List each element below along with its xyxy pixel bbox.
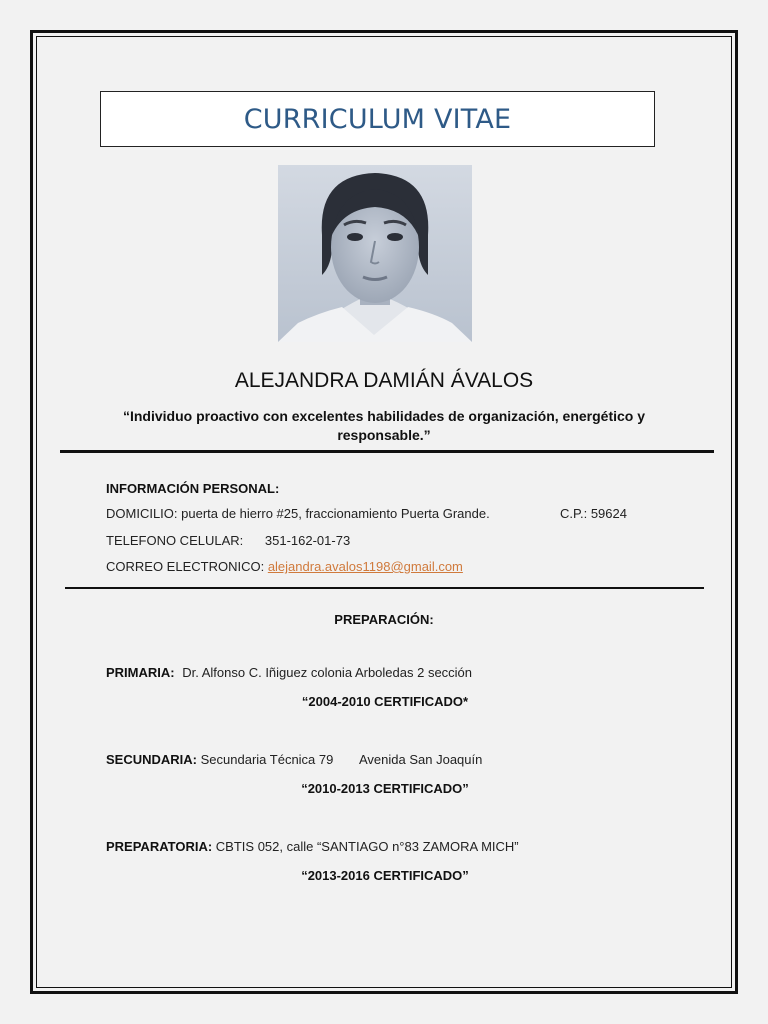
education-certificate: “2004-2010 CERTIFICADO* bbox=[301, 694, 469, 709]
education-certificate: “2013-2016 CERTIFICADO” bbox=[301, 868, 469, 883]
divider-thin bbox=[65, 587, 704, 589]
email-label: CORREO ELECTRONICO: bbox=[106, 559, 265, 574]
education-preparatoria bbox=[106, 839, 519, 854]
education-secundaria bbox=[106, 752, 482, 767]
phone-value: 351-162-01-73 bbox=[264, 533, 351, 548]
education-level: PREPARATORIA: bbox=[106, 839, 213, 854]
phone-label: TELEFONO CELULAR: bbox=[106, 533, 244, 548]
email-link[interactable]: alejandra.avalos1198@gmail.com bbox=[267, 559, 463, 574]
preparation-heading: PREPARACIÓN: bbox=[334, 612, 434, 627]
education-detail-extra: Avenida San Joaquín bbox=[359, 752, 483, 767]
personal-info-heading: INFORMACIÓN PERSONAL: bbox=[106, 481, 280, 496]
education-primaria bbox=[106, 665, 472, 680]
profile-quote: “Individuo proactivo con excelentes habilidades de organización, energético y responsable.” bbox=[122, 408, 646, 443]
education-detail: Secundaria Técnica 79 bbox=[200, 752, 334, 767]
phone-row bbox=[106, 533, 350, 548]
address-value: puerta de hierro #25, fraccionamiento Puerta Grande. bbox=[181, 506, 490, 521]
profile-photo bbox=[278, 165, 472, 342]
education-level: PRIMARIA: bbox=[106, 665, 175, 680]
address-label: DOMICILIO: bbox=[106, 506, 178, 521]
email-row bbox=[106, 559, 463, 574]
education-detail: Dr. Alfonso C. Iñiguez colonia Arboledas 2 sección bbox=[182, 665, 473, 680]
title-box bbox=[100, 91, 655, 147]
page-title: CURRICULUM VITAE bbox=[243, 103, 512, 135]
education-certificate: “2010-2013 CERTIFICADO” bbox=[301, 781, 469, 796]
divider bbox=[60, 450, 714, 453]
postal-code: C.P.: 59624 bbox=[560, 506, 627, 521]
education-detail: CBTIS 052, calle “SANTIAGO n°83 ZAMORA MICH” bbox=[215, 839, 519, 854]
education-level: SECUNDARIA: bbox=[106, 752, 197, 767]
address-row bbox=[106, 506, 490, 521]
candidate-name: ALEJANDRA DAMIÁN ÁVALOS bbox=[234, 369, 534, 392]
